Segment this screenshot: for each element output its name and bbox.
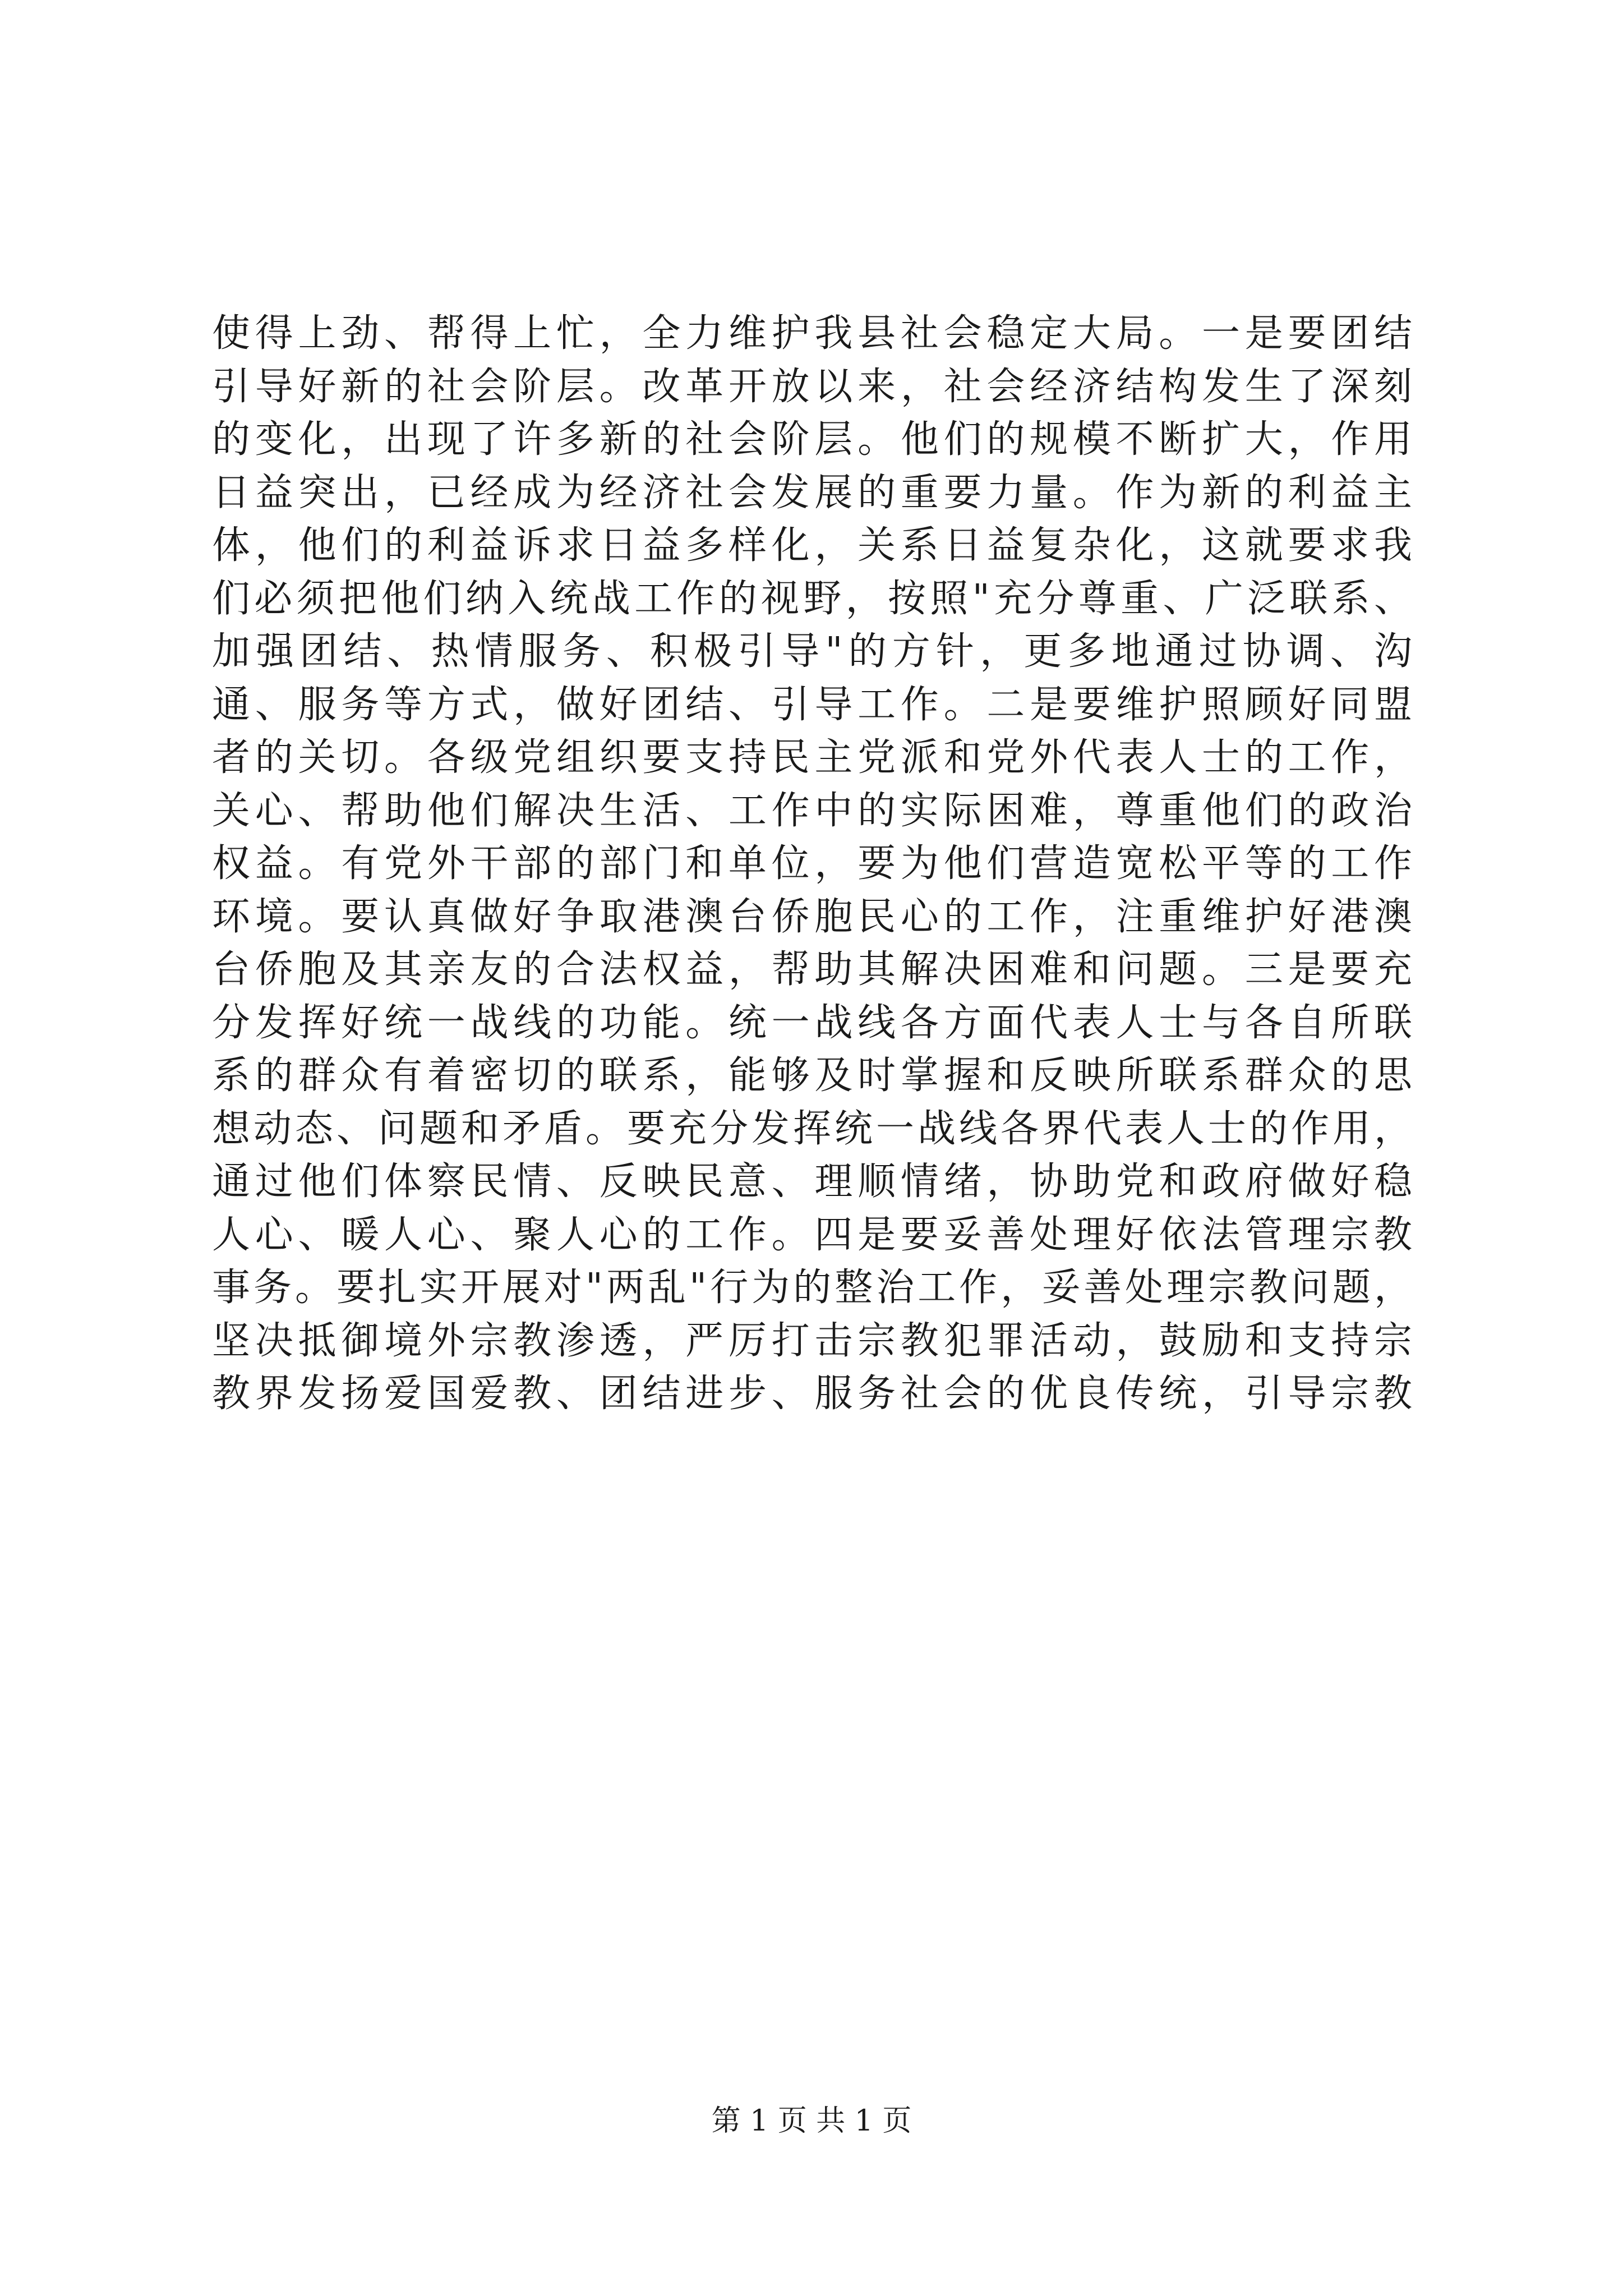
- text-line: 通过他们体察民情、反映民意、理顺情绪，协助党和政府做好稳: [212, 1159, 1412, 1204]
- page-footer: [0, 2101, 1623, 2141]
- text-line: 日益突出，已经成为经济社会发展的重要力量。作为新的利益主: [212, 470, 1412, 515]
- text-line: 关心、帮助他们解决生活、工作中的实际困难，尊重他们的政治: [212, 788, 1412, 833]
- text-line: 环境。要认真做好争取港澳台侨胞民心的工作，注重维护好港澳: [212, 894, 1412, 939]
- page-number-label: 第 1 页 共 1 页: [711, 2104, 912, 2138]
- text-line: 通、服务等方式，做好团结、引导工作。二是要维护照顾好同盟: [212, 682, 1412, 727]
- text-line: 坚决抵御境外宗教渗透，严厉打击宗教犯罪活动，鼓励和支持宗: [212, 1318, 1412, 1363]
- text-line: 体，他们的利益诉求日益多样化，关系日益复杂化，这就要求我: [212, 523, 1412, 568]
- text-line: 加强团结、热情服务、积极引导"的方针，更多地通过协调、沟: [212, 629, 1412, 674]
- text-line: 教界发扬爱国爱教、团结进步、服务社会的优良传统，引导宗教: [212, 1372, 1412, 1416]
- text-line: 权益。有党外干部的部门和单位，要为他们营造宽松平等的工作: [212, 841, 1412, 886]
- text-line: 想动态、问题和矛盾。要充分发挥统一战线各界代表人士的作用，: [212, 1106, 1412, 1151]
- text-line: 事务。要扎实开展对"两乱"行为的整治工作，妥善处理宗教问题，: [212, 1266, 1412, 1310]
- text-line: 引导好新的社会阶层。改革开放以来，社会经济结构发生了深刻: [212, 364, 1412, 409]
- text-line: 们必须把他们纳入统战工作的视野，按照"充分尊重、广泛联系、: [212, 576, 1412, 621]
- text-line: 者的关切。各级党组织要支持民主党派和党外代表人士的工作，: [212, 735, 1412, 780]
- body-paragraph: [212, 307, 1412, 1421]
- text-line: 分发挥好统一战线的功能。统一战线各方面代表人士与各自所联: [212, 1000, 1412, 1045]
- text-line: 台侨胞及其亲友的合法权益，帮助其解决困难和问题。三是要充: [212, 947, 1412, 992]
- text-line: 人心、暖人心、聚人心的工作。四是要妥善处理好依法管理宗教: [212, 1212, 1412, 1257]
- text-line: 的变化，出现了许多新的社会阶层。他们的规模不断扩大，作用: [212, 417, 1412, 462]
- text-line: 系的群众有着密切的联系，能够及时掌握和反映所联系群众的思: [212, 1053, 1412, 1098]
- text-line: 使得上劲、帮得上忙，全力维护我县社会稳定大局。一是要团结: [212, 311, 1412, 356]
